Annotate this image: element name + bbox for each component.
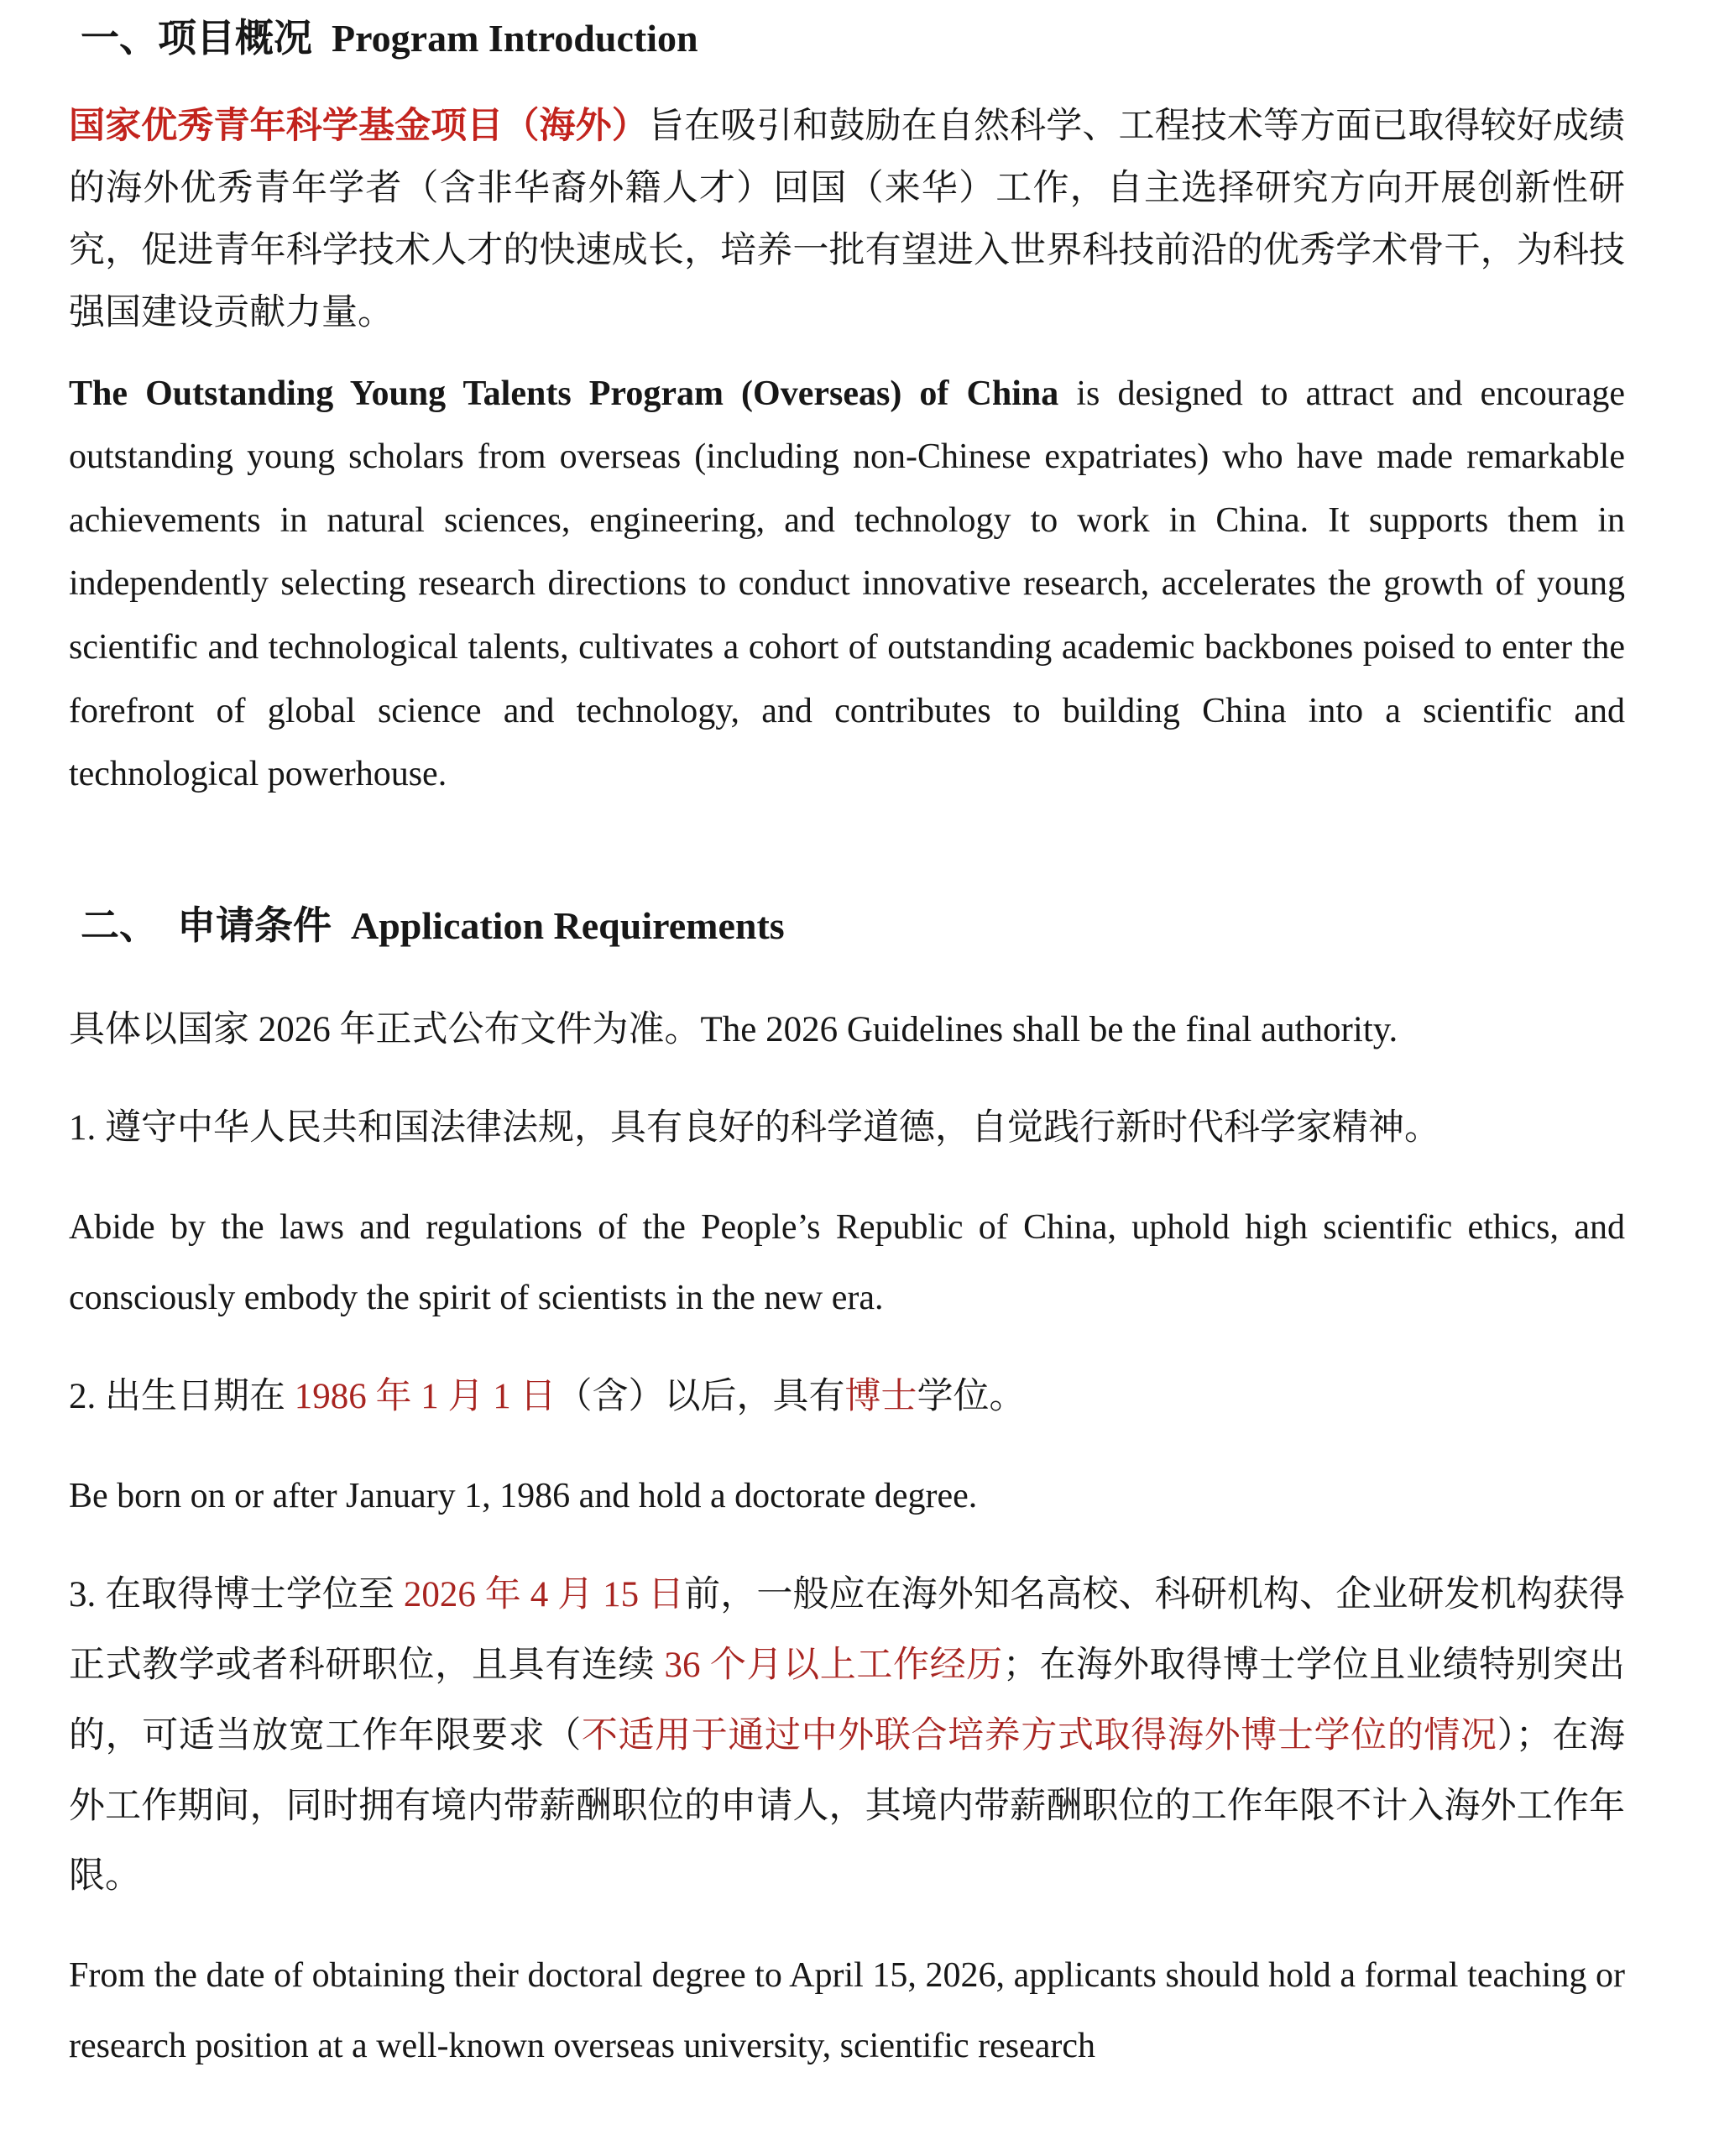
text-run: 2. 出生日期在 <box>69 1377 295 1417</box>
red-highlight-text: 1986 年 1 月 1 日 <box>294 1377 556 1417</box>
requirement-1-en-paragraph <box>69 1192 1625 1333</box>
text-run: The Outstanding Young Talents Program (Overseas) of China <box>69 374 1059 413</box>
text-run: 二、 <box>81 903 158 947</box>
requirement-3-en-paragraph <box>69 1940 1625 2081</box>
section-1-heading <box>81 13 1625 64</box>
red-highlight-text: 2026 年 4 月 15 日 <box>403 1575 685 1615</box>
text-run: Application Requirements <box>332 903 785 947</box>
requirement-2-zh-paragraph <box>69 1362 1625 1432</box>
text-run: 学位。 <box>917 1377 1026 1417</box>
text-run: 申请条件 <box>158 903 332 947</box>
text-run: Program Introduction <box>332 17 698 60</box>
red-highlight-text: 36 个月以上工作经历 <box>664 1645 1003 1685</box>
text-run: 前，一般应在海外知名高校、科研机构、企业研发机构获得正式教学或者科研职位，且具有连续 <box>69 1575 1626 1685</box>
text-run: Abide by the laws and regulations of the People’s Republic of China, uphold high scientific ethics, and consciously embody the spirit of scientists in the new era. <box>69 1208 1625 1318</box>
requirement-1-zh-paragraph <box>69 1093 1625 1164</box>
text-run: 3. 在取得博士学位至 <box>69 1575 404 1615</box>
program-intro-zh-paragraph <box>69 96 1625 344</box>
text-run: ）；在海外工作期间，同时拥有境内带薪酬职位的申请人，其境内带薪酬职位的工作年限不计入海外工作年限。 <box>69 1715 1626 1897</box>
text-run <box>312 17 332 60</box>
red-highlight-text: 不适用于通过中外联合培养方式取得海外博士学位的情况 <box>581 1715 1497 1756</box>
text-run: 具体以国家 2026 年正式公布文件为准。The 2026 Guidelines shall be the final authority. <box>69 1009 1398 1049</box>
requirement-3-zh-paragraph <box>69 1560 1625 1912</box>
program-intro-en-paragraph <box>69 363 1625 807</box>
section-2-heading <box>81 901 1625 951</box>
text-run: 1. 遵守中华人民共和国法律法规，具有良好的科学道德，自觉践行新时代科学家精神。 <box>69 1108 1440 1149</box>
text-run: is designed to attract and encourage outstanding young scholars from overseas (including non-Chinese expatriates) who have made remarkable achievements in natural sciences, engineering, and technology to work in China. It supports them in independently selecting research directions to conduct innovative research, accelerates the growth of young scientific and technological talents, cultivates a cohort of outstanding academic backbones poised to enter the forefront of global science and technology, and contributes to building China into a scientific and technological powerhouse. <box>69 374 1626 794</box>
red-highlight-text: 国家优秀青年科学基金项目（海外） <box>69 106 648 146</box>
red-highlight-text: 博士 <box>844 1377 917 1417</box>
text-run: ；在海外取得博士学位且业绩特别突出的，可适当放宽工作年限要求（ <box>69 1645 1626 1756</box>
text-run: Be born on or after January 1, 1986 and hold a doctorate degree. <box>69 1477 978 1516</box>
text-run: （含）以后，具有 <box>556 1377 845 1417</box>
text-run: 旨在吸引和鼓励在自然科学、工程技术等方面已取得较好成绩的海外优秀青年学者（含非华裔外籍人才）回国（来华）工作，自主选择研究方向开展创新性研究，促进青年科学技术人才的快速成长，培养一批有望进入世界科技前沿的优秀学术骨干，为科技强国建设贡献力量。 <box>69 106 1626 332</box>
requirement-2-en-paragraph <box>69 1461 1625 1531</box>
text-run: 一、项目概况 <box>81 17 312 60</box>
text-run: From the date of obtaining their doctoral degree to April 15, 2026, applicants should hold a formal teaching or research position at a well-known overseas university, scientific research <box>69 1956 1625 2066</box>
guidelines-note-paragraph <box>69 995 1625 1065</box>
